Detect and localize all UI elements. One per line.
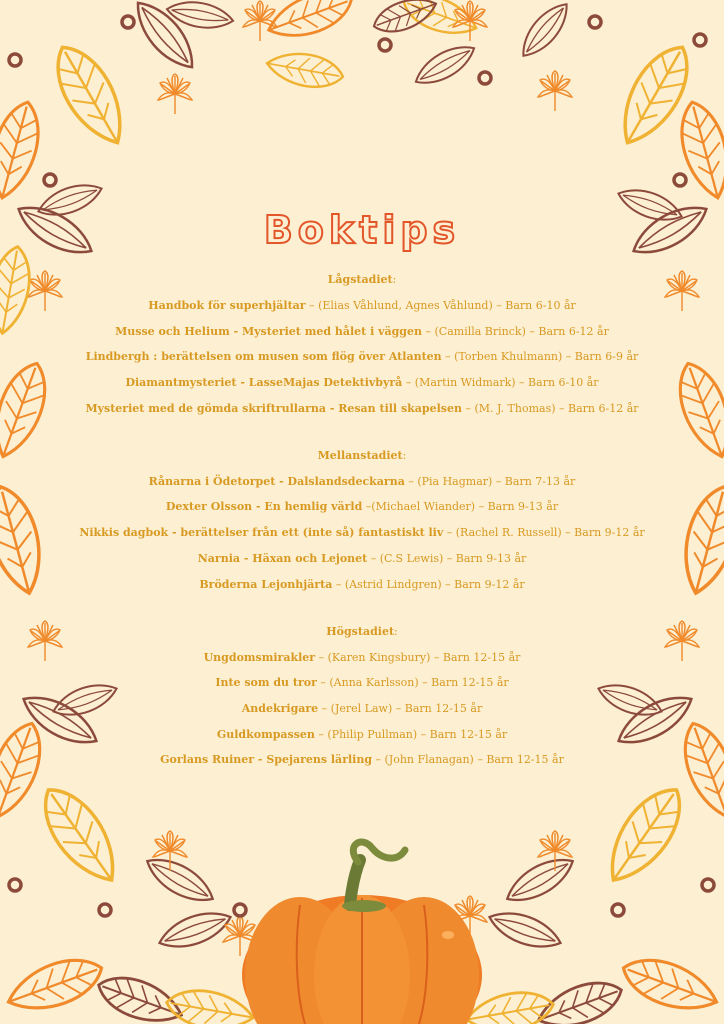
book-author-age: – (Anna Karlsson) – Barn 12-15 år xyxy=(316,676,509,690)
book-author-age: – (Philip Pullman) – Barn 12-15 år xyxy=(314,727,508,741)
book-author-age: – (Karen Kingsbury) – Barn 12-15 år xyxy=(315,650,521,664)
section-heading xyxy=(40,624,684,640)
book-entry xyxy=(40,701,684,717)
book-author-age: – (Elias Våhlund, Agnes Våhlund) – Barn 6-10 år xyxy=(305,299,576,312)
page-title: Boktips xyxy=(263,208,461,252)
section-heading-colon: : xyxy=(394,624,398,638)
book-author-age: – (Astrid Lindgren) – Barn 9-12 år xyxy=(332,577,525,591)
book-tips-list xyxy=(40,200,684,778)
book-entry xyxy=(40,349,684,365)
section-1 xyxy=(40,448,684,593)
book-author-age: – (Jerel Law) – Barn 12-15 år xyxy=(318,701,483,715)
book-entry xyxy=(40,375,684,391)
section-heading-text: Mellanstadiet xyxy=(317,448,403,462)
book-title: Mysteriet med de gömda skriftrullarna - Resan till skapelsen xyxy=(85,401,462,415)
section-heading-text: Högstadiet xyxy=(326,624,395,638)
book-title: Narnia - Häxan och Lejonet xyxy=(197,551,368,565)
section-heading-text: Lågstadiet xyxy=(327,273,393,286)
book-author-age: – (Camilla Brinck) – Barn 6-12 år xyxy=(422,324,609,338)
book-entry xyxy=(40,525,684,541)
book-entry xyxy=(40,752,684,768)
section-heading xyxy=(40,272,684,288)
section-0 xyxy=(40,272,684,417)
book-entry xyxy=(40,401,684,417)
book-title: Handbok för superhjältar xyxy=(148,299,306,312)
book-title: Nikkis dagbok - berättelser från ett (inte så) fantastiskt liv xyxy=(79,526,444,540)
book-entry xyxy=(40,298,684,314)
book-title: Bröderna Lejonhjärta xyxy=(199,577,333,591)
section-heading xyxy=(40,448,684,464)
book-author-age: – (John Flanagan) – Barn 12-15 år xyxy=(372,753,564,767)
book-title: Diamantmysteriet - LasseMajas Detektivbyrå xyxy=(125,376,403,390)
book-title: Ungdomsmirakler xyxy=(203,650,316,664)
section-heading-colon: : xyxy=(402,448,407,462)
book-author-age: –(Michael Wiander) – Barn 9-13 år xyxy=(362,500,559,514)
book-author-age: – (C.S Lewis) – Barn 9-13 år xyxy=(367,551,527,565)
section-heading-colon: : xyxy=(392,273,397,286)
book-entry xyxy=(40,324,684,340)
sections-container xyxy=(40,272,684,768)
book-entry xyxy=(40,551,684,567)
book-title: Inte som du tror xyxy=(215,676,317,690)
book-author-age: – (Martin Widmark) – Barn 6-10 år xyxy=(402,376,599,390)
book-author-age: – (M. J. Thomas) – Barn 6-12 år xyxy=(461,401,639,415)
book-author-age: – (Rachel R. Russell) – Barn 9-12 år xyxy=(443,526,645,540)
book-title: Musse och Helium - Mysteriet med hålet i väggen xyxy=(115,324,422,338)
pumpkin-illustration xyxy=(242,842,482,1024)
book-entry xyxy=(40,577,684,593)
book-entry xyxy=(40,727,684,743)
book-title: Dexter Olsson - En hemlig värld xyxy=(165,500,363,514)
book-entry xyxy=(40,675,684,691)
book-title: Rånarna i Ödetorpet - Dalslandsdeckarna xyxy=(148,474,405,488)
book-entry xyxy=(40,474,684,490)
book-title: Guldkompassen xyxy=(216,727,315,741)
book-entry xyxy=(40,650,684,666)
book-title: Gorlans Ruiner - Spejarens lärling xyxy=(160,753,373,767)
book-entry xyxy=(40,499,684,515)
book-author-age: – (Pia Hagmar) – Barn 7-13 år xyxy=(404,474,576,488)
book-author-age: – (Torben Khulmann) – Barn 6-9 år xyxy=(441,350,639,364)
book-title: Lindbergh : berättelsen om musen som flög över Atlanten xyxy=(85,350,442,364)
section-2 xyxy=(40,624,684,769)
book-title: Andekrigare xyxy=(241,701,319,715)
